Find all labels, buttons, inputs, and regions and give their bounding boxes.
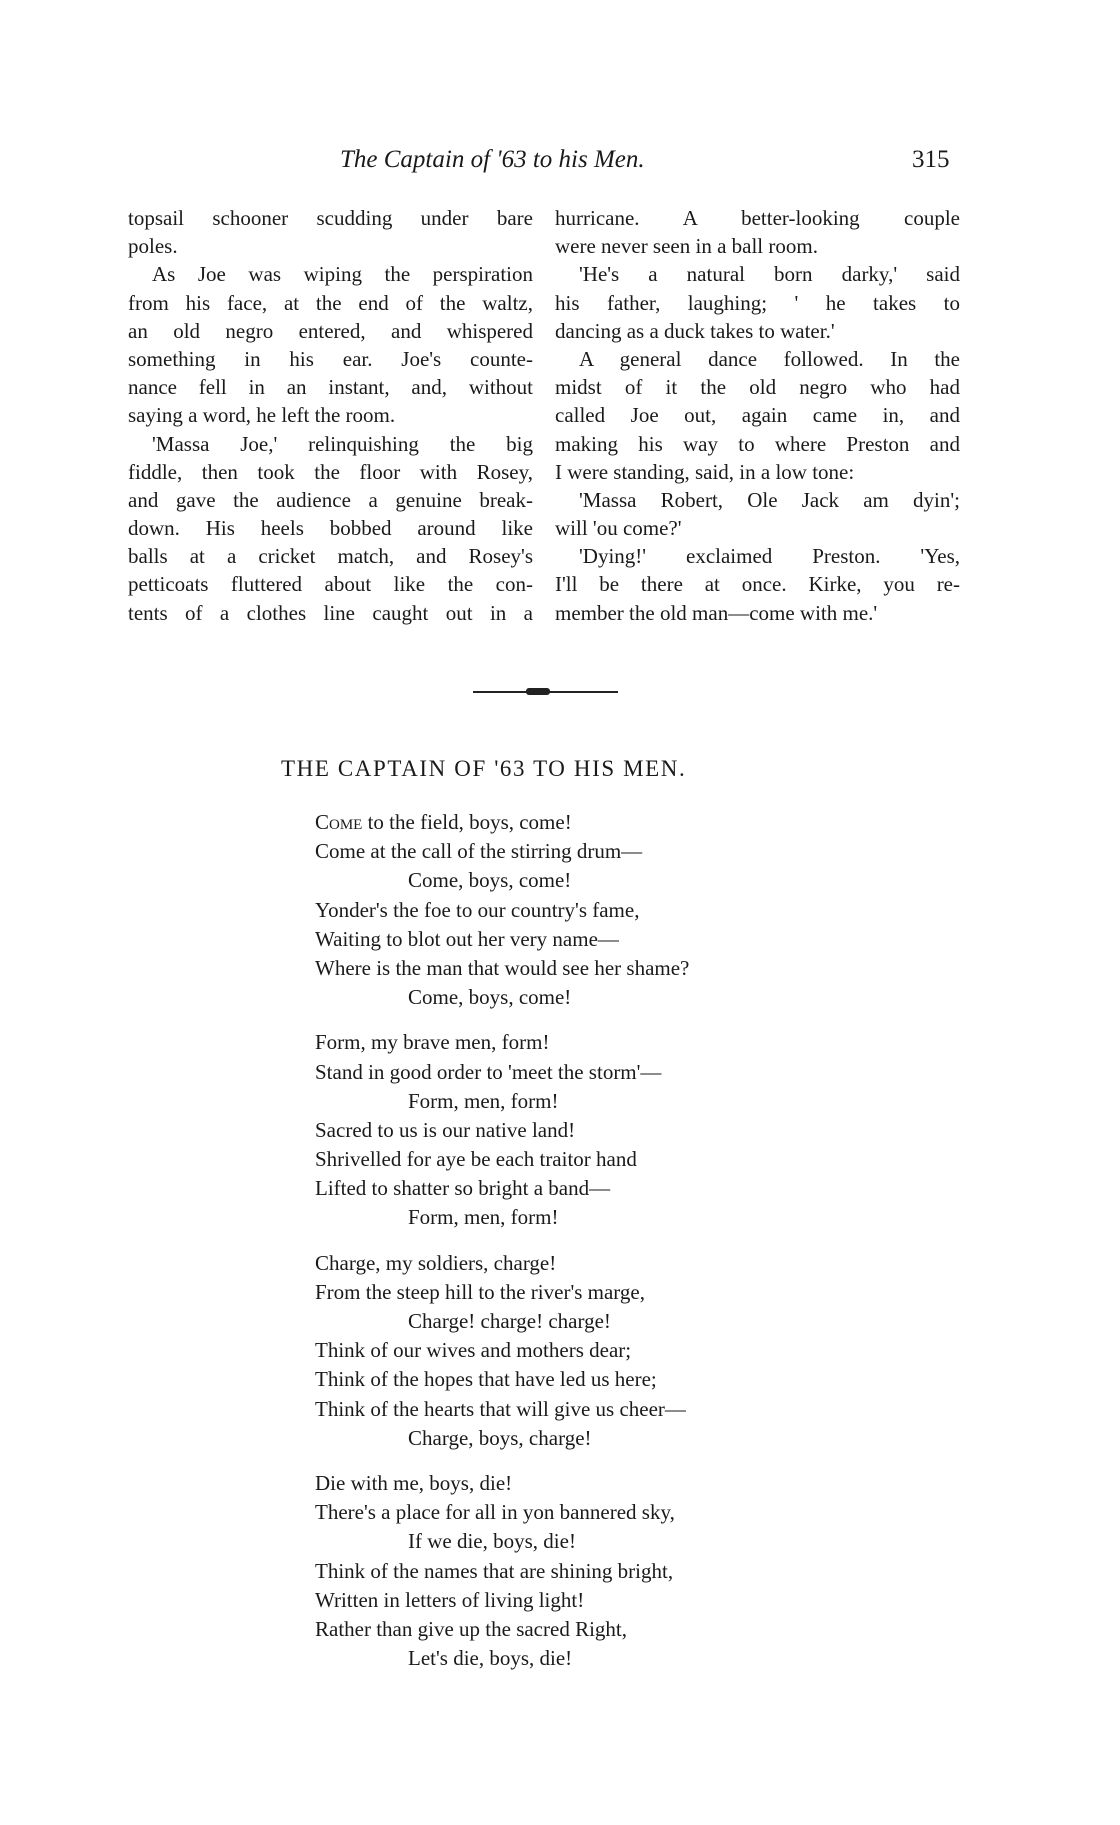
page-number: 315: [912, 146, 950, 173]
text-line: called Joe out, again came in, and: [555, 403, 960, 428]
divider-ornament-dots: [526, 688, 550, 695]
text-line: his father, laughing; ' he takes to: [555, 290, 960, 315]
poem-refrain-line: [315, 1087, 689, 1116]
poem-line: [315, 1395, 689, 1424]
text-line: from his face, at the end of the waltz,: [128, 290, 533, 315]
text-line: an old negro entered, and whispered: [128, 318, 533, 343]
poem-line: [315, 837, 689, 866]
text-line: down. His heels bobbed around like: [128, 516, 533, 541]
poem-line-text: Come at the call of the stirring drum—: [315, 839, 643, 864]
poem-line-text: Form, men, form!: [408, 1205, 559, 1230]
poem-refrain-line: [315, 1424, 689, 1453]
poem-line-text: Sacred to us is our native land!: [315, 1117, 576, 1142]
poem-stanza: [315, 1028, 689, 1232]
poem-line: [315, 1028, 689, 1057]
text-line: fiddle, then took the floor with Rosey,: [128, 459, 533, 484]
poem-line-text: Waiting to blot out her very name—: [315, 926, 619, 951]
divider-rule-right: [548, 691, 618, 693]
text-line: I were standing, said, in a low tone:: [555, 459, 855, 484]
poem-line-text: Think of the hearts that will give us cheer—: [315, 1396, 686, 1421]
poem-line-text: Form, my brave men, form!: [315, 1030, 550, 1055]
poem-line-text: Form, men, form!: [408, 1088, 559, 1113]
poem-line: [315, 1586, 689, 1615]
poem-line: [315, 1249, 689, 1278]
poem-line: [315, 1278, 689, 1307]
poem-line: [315, 1174, 689, 1203]
poem-line: [315, 1365, 689, 1394]
poem-line: [315, 1336, 689, 1365]
poem-line-text: Charge, boys, charge!: [408, 1425, 592, 1450]
poem-line: [315, 954, 689, 983]
poem-line-text: to the field, boys, come!: [362, 810, 572, 834]
poem-line-text: Charge, my soldiers, charge!: [315, 1250, 557, 1275]
poem-line-text: Think of the names that are shining bright,: [315, 1558, 674, 1583]
poem-line-text: Come, boys, come!: [408, 985, 572, 1010]
text-line: poles.: [128, 234, 178, 259]
text-line: petticoats fluttered about like the con-: [128, 572, 533, 597]
text-line: 'Dying!' exclaimed Preston. 'Yes,: [579, 544, 960, 569]
section-divider-ornament: [473, 689, 618, 695]
poem-line-text: Charge! charge! charge!: [408, 1309, 611, 1333]
poem-line-text: Come, boys, come!: [408, 868, 572, 893]
text-line: will 'ou come?': [555, 516, 682, 541]
divider-rule-left: [473, 691, 528, 693]
poem-refrain-line: [315, 1307, 689, 1336]
poem-first-word: Come: [315, 810, 363, 834]
right-column: [555, 204, 960, 627]
poem-line-text: Yonder's the foe to our country's fame,: [315, 897, 640, 922]
text-line: 'He's a natural born darky,' said: [579, 262, 960, 287]
poem-line: [315, 1557, 689, 1586]
poem-stanza: [315, 808, 689, 1012]
text-line: member the old man—come with me.': [555, 600, 878, 625]
poem-line-text: Lifted to shatter so bright a band—: [315, 1176, 611, 1201]
poem-line-text: There's a place for all in yon bannered sky,: [315, 1500, 675, 1525]
poem-line-text: Rather than give up the sacred Right,: [315, 1616, 627, 1641]
poem-title: THE CAPTAIN OF '63 TO HIS MEN.: [281, 756, 687, 781]
text-line: topsail schooner scudding under bare: [128, 206, 533, 230]
text-line: A general dance followed. In the: [579, 346, 960, 371]
poem-line-text: Shrivelled for aye be each traitor hand: [315, 1147, 637, 1172]
text-line: tents of a clothes line caught out in a: [128, 600, 533, 625]
text-line: I'll be there at once. Kirke, you re-: [555, 572, 960, 597]
poem-line-text: Stand in good order to 'meet the storm'—: [315, 1059, 662, 1084]
poem-line: [315, 808, 689, 837]
text-line: balls at a cricket match, and Rosey's: [128, 544, 533, 569]
text-line: making his way to where Preston and: [555, 431, 960, 456]
running-title: The Captain of '63 to his Men.: [340, 146, 645, 173]
poem-line: [315, 925, 689, 954]
poem-line-text: Think of our wives and mothers dear;: [315, 1338, 632, 1363]
poem-body: [315, 808, 689, 1689]
text-line: dancing as a duck takes to water.': [555, 318, 835, 343]
text-line: 'Massa Joe,' relinquishing the big: [152, 431, 533, 456]
poem-line: [315, 1116, 689, 1145]
poem-line-text: If we die, boys, die!: [408, 1529, 576, 1554]
poem-line: [315, 1498, 689, 1527]
text-line: midst of it the old negro who had: [555, 375, 960, 400]
text-line: were never seen in a ball room.: [555, 234, 818, 259]
poem-line: [315, 896, 689, 925]
text-line: nance fell in an instant, and, without: [128, 375, 533, 400]
text-line: and gave the audience a genuine break-: [128, 487, 533, 512]
poem-line-text: Written in letters of living light!: [315, 1587, 585, 1612]
text-line: something in his ear. Joe's counte-: [128, 346, 533, 371]
text-line: As Joe was wiping the perspiration: [152, 262, 533, 287]
poem-line: [315, 1615, 689, 1644]
text-line: hurricane. A better-looking couple: [555, 206, 960, 230]
poem-line-text: From the steep hill to the river's marge,: [315, 1279, 645, 1304]
poem-line-text: Where is the man that would see her shame?: [315, 955, 690, 980]
poem-line-text: Let's die, boys, die!: [408, 1646, 573, 1671]
poem-line: [315, 1145, 689, 1174]
poem-refrain-line: [315, 866, 689, 895]
left-column: [128, 204, 533, 627]
poem-refrain-line: [315, 1644, 689, 1673]
poem-stanza: [315, 1469, 689, 1673]
poem-refrain-line: [315, 983, 689, 1012]
poem-stanza: [315, 1249, 689, 1453]
poem-line: [315, 1058, 689, 1087]
poem-line: [315, 1469, 689, 1498]
poem-refrain-line: [315, 1203, 689, 1232]
poem-line-text: Think of the hopes that have led us here;: [315, 1367, 657, 1392]
poem-refrain-line: [315, 1527, 689, 1556]
text-line: 'Massa Robert, Ole Jack am dyin';: [579, 487, 960, 512]
text-line: saying a word, he left the room.: [128, 403, 396, 428]
poem-line-text: Die with me, boys, die!: [315, 1470, 513, 1495]
